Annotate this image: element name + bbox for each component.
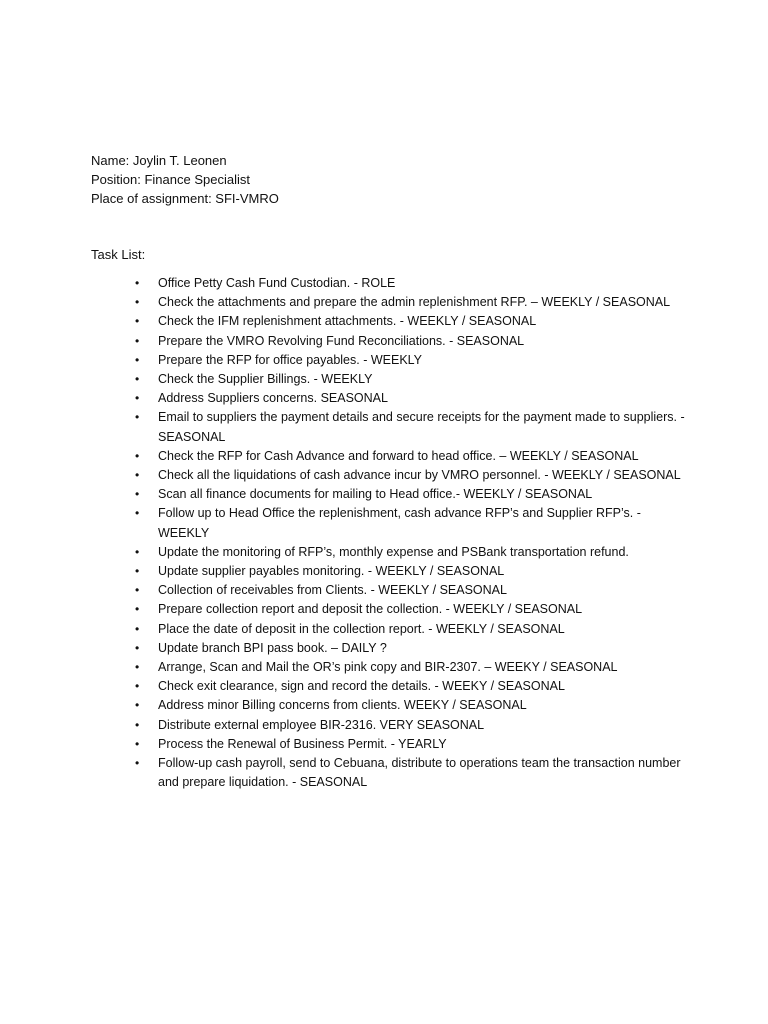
task-item [135, 447, 695, 466]
task-item [135, 351, 695, 370]
task-text: Check exit clearance, sign and record the details. - WEEKY / SEASONAL [158, 679, 565, 694]
bullet-icon: • [135, 736, 140, 751]
task-text: Follow-up cash payroll, send to Cebuana, distribute to operations team the transaction number and prepare liquidation. - SEASONAL [158, 756, 681, 790]
task-text: Collection of receivables from Clients. - WEEKLY / SEASONAL [158, 583, 507, 598]
task-item [135, 485, 695, 504]
bullet-icon: • [135, 660, 140, 675]
task-list-heading: Task List: [91, 247, 146, 262]
profile-block [91, 151, 279, 208]
task-item [135, 562, 695, 581]
bullet-icon: • [135, 564, 140, 579]
task-item [135, 581, 695, 600]
bullet-icon: • [135, 468, 140, 483]
bullet-icon: • [135, 698, 140, 713]
task-text: Check the RFP for Cash Advance and forward to head office. – WEEKLY / SEASONAL [158, 448, 639, 463]
bullet-icon: • [135, 295, 140, 310]
task-item [135, 274, 695, 293]
bullet-icon: • [135, 448, 140, 463]
task-item [135, 543, 695, 562]
bullet-icon: • [135, 717, 140, 732]
bullet-icon: • [135, 583, 140, 598]
employee-position: Position: Finance Specialist [91, 172, 250, 187]
task-text: Prepare the RFP for office payables. - WEEKLY [158, 352, 423, 367]
bullet-icon: • [135, 333, 140, 348]
task-item [135, 389, 695, 408]
task-text: Update the monitoring of RFP’s, monthly expense and PSBank transportation refund. [158, 544, 629, 559]
bullet-icon: • [135, 602, 140, 617]
task-text: Process the Renewal of Business Permit. - YEARLY [158, 736, 447, 751]
bullet-icon: • [135, 506, 140, 521]
task-item [135, 658, 695, 677]
task-item [135, 735, 695, 754]
task-text: Check the attachments and prepare the admin replenishment RFP. – WEEKLY / SEASONAL [158, 295, 671, 310]
bullet-icon: • [135, 372, 140, 387]
task-text: Scan all finance documents for mailing to Head office.- WEEKLY / SEASONAL [158, 487, 593, 502]
task-item [135, 620, 695, 639]
task-text: Place the date of deposit in the collection report. - WEEKLY / SEASONAL [158, 621, 565, 636]
bullet-icon: • [135, 352, 140, 367]
task-text: Prepare the VMRO Revolving Fund Reconciliations. - SEASONAL [158, 333, 525, 348]
task-text: Address minor Billing concerns from clients. WEEKY / SEASONAL [158, 698, 527, 713]
task-text: Check the Supplier Billings. - WEEKLY [158, 372, 373, 387]
task-text: Prepare collection report and deposit the collection. - WEEKLY / SEASONAL [158, 602, 583, 617]
task-item [135, 408, 695, 446]
task-text: Check the IFM replenishment attachments. - WEEKLY / SEASONAL [158, 314, 537, 329]
bullet-icon: • [135, 314, 140, 329]
employee-name: Name: Joylin T. Leonen [91, 153, 227, 168]
bullet-icon: • [135, 756, 140, 771]
task-item [135, 677, 695, 696]
task-item [135, 312, 695, 331]
task-text: Distribute external employee BIR-2316. VERY SEASONAL [158, 717, 485, 732]
task-text: Update supplier payables monitoring. - WEEKLY / SEASONAL [158, 564, 505, 579]
task-text: Follow up to Head Office the replenishment, cash advance RFP’s and Supplier RFP’s. - WEEKLY [158, 506, 641, 540]
place-of-assignment: Place of assignment: SFI-VMRO [91, 191, 279, 206]
task-text: Check all the liquidations of cash advance incur by VMRO personnel. - WEEKLY / SEASONAL [158, 468, 681, 483]
bullet-icon: • [135, 487, 140, 502]
task-list [135, 274, 695, 792]
task-item [135, 293, 695, 312]
task-item [135, 754, 695, 792]
bullet-icon: • [135, 640, 140, 655]
task-item [135, 600, 695, 619]
task-item [135, 696, 695, 715]
bullet-icon: • [135, 544, 140, 559]
bullet-icon: • [135, 621, 140, 636]
task-item [135, 504, 695, 542]
task-text: Email to suppliers the payment details and secure receipts for the payment made to suppliers. - SEASONAL [158, 410, 685, 444]
task-item [135, 639, 695, 658]
task-text: Office Petty Cash Fund Custodian. - ROLE [158, 276, 396, 290]
task-item [135, 716, 695, 735]
task-text: Update branch BPI pass book. – DAILY ? [158, 640, 387, 655]
bullet-icon: • [135, 679, 140, 694]
task-text: Arrange, Scan and Mail the OR’s pink copy and BIR-2307. – WEEKY / SEASONAL [158, 660, 618, 675]
task-item [135, 370, 695, 389]
bullet-icon: • [135, 391, 140, 406]
task-item [135, 332, 695, 351]
bullet-icon: • [135, 410, 140, 425]
bullet-icon: • [135, 276, 140, 290]
task-text: Address Suppliers concerns. SEASONAL [158, 391, 388, 406]
task-item [135, 466, 695, 485]
